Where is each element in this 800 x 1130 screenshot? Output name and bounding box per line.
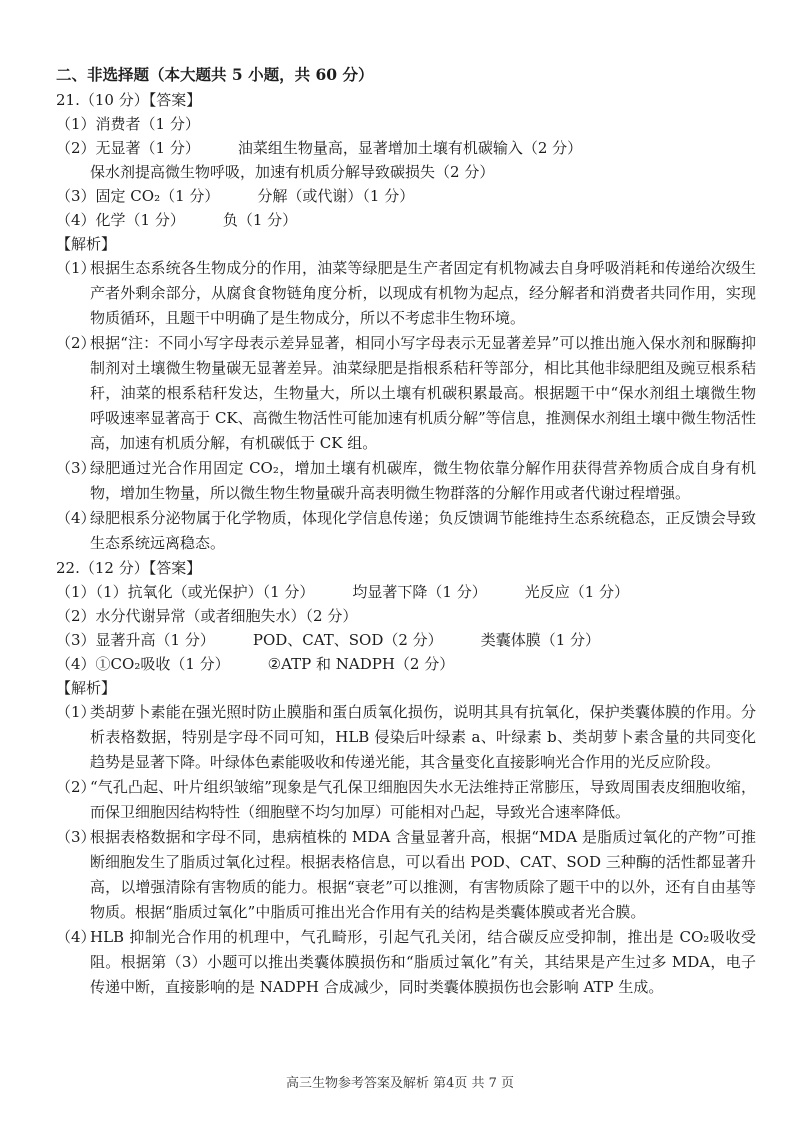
analysis-number: （4） (56, 509, 96, 527)
analysis-text: 根据“注：不同小写字母表示差异显著，相同小写字母表示无显著差异”可以推出施入保水剂和脲酶抑制剂对土壤微生物量碳无显著差异。油菜绿肥是指根系秸秆等部分，相比其他非绿肥组及豌豆根系秸秆，油菜的根系秸秆发达，生物量大，所以土壤有机碳积累最高。根据题干中“保水剂组土壤微生物呼吸速率显著高于 CK、高微生物活性可能加速有机质分解”等信息，推测保水剂组土壤中微生物活性高，加速有机质分解，有机碳低于 CK 组。 (90, 334, 756, 452)
q21-analysis-3 (56, 456, 756, 506)
q22-header: 22.（12 分）【答案】 (56, 559, 202, 577)
q22-analysis-4 (56, 925, 756, 1000)
q21-analysis-label: 【解析】 (56, 235, 117, 253)
q21-answer-2 (56, 136, 756, 160)
analysis-text: “气孔凸起、叶片组织皱缩”现象是气孔保卫细胞因失水无法维持正常膨压，导致周围表皮细胞收缩，而保卫细胞因结构特性（细胞壁不均匀加厚）可能相对凸起，导致光合速率降低。 (90, 778, 756, 821)
q22-analysis-2 (56, 775, 756, 825)
q22-answer-4 (56, 652, 756, 676)
analysis-number: （1） (56, 703, 96, 721)
q22-analysis-1 (56, 700, 756, 775)
q22-answer-1-part1: （1）（1）抗氧化（或光保护）（1 分） (56, 583, 315, 601)
q21-analysis-1 (56, 256, 756, 331)
analysis-number: （3） (56, 459, 96, 477)
analysis-number: （4） (56, 928, 96, 946)
q22-analysis-label: 【解析】 (56, 679, 117, 697)
q21-answer-2-part1: （2）无显著（1 分） (56, 139, 200, 157)
q22-answer-4-part2: ②ATP 和 NADPH（2 分） (267, 655, 455, 673)
analysis-text: 根据生态系统各生物成分的作用，油菜等绿肥是生产者固定有机物减去自身呼吸消耗和传递给次级生产者外剩余部分，从腐食食物链角度分析，以现成有机物为起点，经分解者和消费者共同作用，实现物质循环，且题干中明确了是生物成分，所以不考虑非生物环境。 (90, 259, 756, 327)
q22-answer-1-part2: 均显著下降（1 分） (352, 583, 487, 601)
analysis-number: （1） (56, 259, 96, 277)
q22-answer-3-part1: （3）显著升高（1 分） (56, 631, 215, 649)
analysis-number: （2） (56, 778, 96, 796)
q21-answer-3-part2: 分解（或代谢）（1 分） (257, 187, 415, 205)
q22-answer-1-part3: 光反应（1 分） (524, 583, 630, 601)
q22-answer-3-part2: POD、CAT、SOD（2 分） (252, 631, 443, 649)
q21-answer-4-part1: （4）化学（1 分） (56, 211, 185, 229)
analysis-text: 绿肥通过光合作用固定 CO₂，增加土壤有机碳库，微生物依靠分解作用获得营养物质合成自身有机物，增加生物量，所以微生物生物量碳升高表明微生物群落的分解作用或者代谢过程增强。 (90, 459, 756, 502)
q21-answer-2-line2: 保水剂提高微生物呼吸，加速有机质分解导致碳损失（2 分） (90, 163, 495, 181)
q22-answer-3-part3: 类囊体膜（1 分） (480, 631, 600, 649)
q21-header: 21.（10 分）【答案】 (56, 91, 202, 109)
q22-answer-4-part1: （4）①CO₂吸收（1 分） (56, 655, 230, 673)
analysis-text: 绿肥根系分泌物属于化学物质，体现化学信息传递；负反馈调节能维持生态系统稳态，正反馈会导致生态系统远离稳态。 (90, 509, 756, 552)
q21-answer-2-part2: 油菜组生物量高，显著增加土壤有机碳输入（2 分） (237, 139, 583, 157)
q22-answer-1 (56, 580, 756, 604)
q21-analysis-4 (56, 506, 756, 556)
section-title: 二、非选择题（本大题共 5 小题，共 60 分） (56, 65, 374, 84)
q21-answer-4 (56, 208, 756, 232)
analysis-text: 根据表格数据和字母不同，患病植株的 MDA 含量显著升高，根据“MDA 是脂质过氧化的产物”可推断细胞发生了脂质过氧化过程。根据表格信息，可以看出 POD、CAT、SOD 三种酶的活性都显著升高，以增强清除有害物质的能力。根据“衰老”可以推测，有害物质除了题干中的以外，还有自由基等物质。根据“脂质过氧化”中脂质可推出光合作用有关的结构是类囊体膜或者光合膜。 (90, 828, 756, 921)
page-footer: 高三生物参考答案及解析 第4页 共 7 页 (285, 1076, 515, 1091)
q22-answer-2: （2）水分代谢异常（或者细胞失水）（2 分） (56, 607, 358, 625)
q22-analysis-3 (56, 825, 756, 925)
analysis-text: 类胡萝卜素能在强光照时防止膜脂和蛋白质氧化损伤，说明其具有抗氧化，保护类囊体膜的作用。分析表格数据，特别是字母不同可知，HLB 侵染后叶绿素 a、叶绿素 b、类胡萝卜素含量的共同变化趋势是显著下降。叶绿体色素能吸收和传递光能，其含量变化直接影响光合作用的光反应阶段。 (90, 703, 756, 771)
analysis-number: （3） (56, 828, 96, 846)
page-content (56, 62, 756, 1000)
analysis-number: （2） (56, 334, 96, 352)
q21-answer-4-part2: 负（1 分） (222, 211, 298, 229)
q21-analysis-2 (56, 331, 756, 456)
q21-answer-3-part1: （3）固定 CO₂（1 分） (56, 187, 220, 205)
q21-answer-3 (56, 184, 756, 208)
analysis-text: HLB 抑制光合作用的机理中，气孔畸形，引起气孔关闭，结合碳反应受抑制，推出是 CO₂吸收受阻。根据第（3）小题可以推出类囊体膜损伤和“脂质过氧化”有关，其结果是产生过多 MDA，电子传递中断，直接影响的是 NADPH 合成减少，同时类囊体膜损伤也会影响 ATP 生成。 (90, 928, 756, 996)
q22-answer-3 (56, 628, 756, 652)
q21-answer-1: （1）消费者（1 分） (56, 115, 200, 133)
